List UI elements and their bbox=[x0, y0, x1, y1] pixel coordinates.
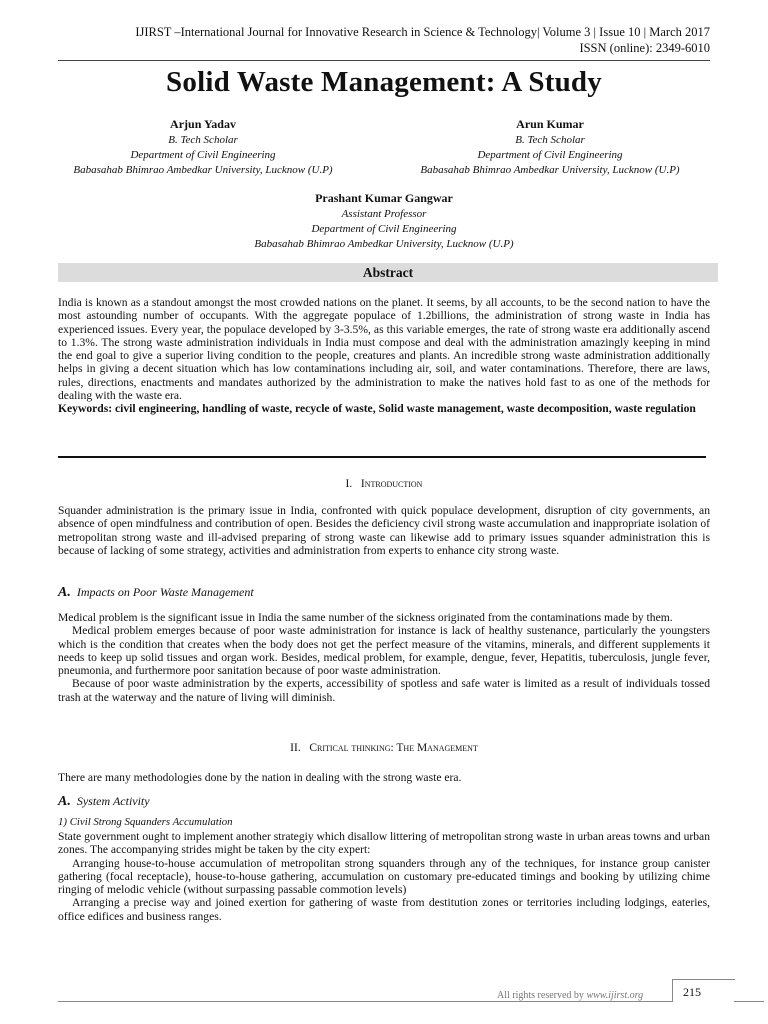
subsubsection-heading-accumulation bbox=[58, 816, 233, 828]
accumulation-paragraph-2: Arranging house-to-house accumulation of metropolitan strong squanders through any of the techniques, for instance group canister gathering (focal receptacle), house-to-house gathering, accumulation on customary pre-educated timings and booking by utilizing chime ringing of melodic vehicle (without surpassing passable commotion levels) bbox=[58, 856, 710, 897]
introduction-paragraph: Squander administration is the primary issue in India, confronted with quick populace development, disruption of city governments, an absence of open mindfulness and contribution of open. Besides the deficiency civil strong waste accumulation and inappropriate isolation of metropolitan strong waste and ill-advised preparing of strong waste can likewise add to primary issues squander administration this is because of lacking of some strategy, activities and administration from experts to enhance city strong waste. bbox=[58, 504, 710, 557]
abstract-keywords: Keywords: civil engineering, handling of waste, recycle of waste, Solid waste management, waste decomposition, waste regulation bbox=[58, 402, 696, 416]
footer-rule bbox=[58, 1001, 672, 1002]
section-number: II. bbox=[290, 742, 301, 754]
subsection-heading-impacts bbox=[58, 585, 254, 601]
critical-thinking-paragraph: There are many methodologies done by the nation in dealing with the strong waste era. bbox=[58, 771, 462, 784]
abstract-divider bbox=[58, 456, 706, 458]
author-name: Arjun Yadav bbox=[170, 117, 236, 131]
accumulation-body bbox=[58, 830, 710, 923]
footer-rights bbox=[497, 990, 643, 1001]
author-block-2 bbox=[398, 116, 702, 178]
abstract-body bbox=[58, 296, 710, 416]
subsection-title: System Activity bbox=[76, 794, 150, 808]
author-role: B. Tech Scholar bbox=[168, 134, 238, 146]
footer-url-link[interactable]: www.ijirst.org bbox=[586, 990, 644, 1001]
author-univ: Babasahab Bhimrao Ambedkar University, Lucknow (U.P) bbox=[254, 238, 514, 250]
abstract-text: India is known as a standout amongst the most crowded nations on the planet. It seems, by all accounts, to be the second nation to have the most astounding number of occupants. With the aggregate populace of 1.2billions, the administration of strong waste in India has experienced issues. Every year, the populace developed by 3-3.5%, as this variable emerges, the rate of strong waste era additionally ascend to 1.3%. The strong waste administration individuals in India must compose and deal with the administration amazingly keeping in mind the end goal to give a superior living condition to the people, creatures and plants. An incredible strong waste administration additionally helps in giving a decent situation which has low contaminations including air, soil, and water contaminations. Therefore, there are laws, rules, directions, enactments and mandates authorized by the administration to make the natives hold fast to as one of the methods for dealing with the waste era. bbox=[58, 296, 710, 403]
impacts-body bbox=[58, 611, 710, 704]
introduction-body bbox=[58, 504, 710, 557]
paper-title: Solid Waste Management: A Study bbox=[166, 66, 602, 98]
critical-thinking-body bbox=[58, 771, 710, 784]
journal-header bbox=[135, 24, 710, 56]
footer-rights-label: All rights reserved by bbox=[497, 990, 587, 1001]
author-role: B. Tech Scholar bbox=[515, 134, 585, 146]
subsection-letter: A. bbox=[58, 794, 71, 809]
accumulation-paragraph-1: State government ought to implement another strategiy which disallow littering of metropolitan strong waste in urban areas towns and urban zones. The accompanying strides might be taken by the city expert: bbox=[58, 830, 710, 857]
section-heading-introduction bbox=[0, 478, 768, 490]
impacts-paragraph-2: Medical problem emerges because of poor waste administration for instance is lack of healthy sustenance, particularly the youngsters which is the condition that creates when the body does not get the perfect measure of the vitamins, minerals, and different supplements it needs to keep up solid tissues and organ work. Besides, medical problem, for example, dengue, fever, Hepatitis, tuberculosis, jungle fever, pneumonia, and furthermore poor sanitation because of poor waste administration. bbox=[58, 624, 710, 678]
subsection-title: Impacts on Poor Waste Management bbox=[76, 585, 254, 599]
author-block-1 bbox=[58, 116, 348, 178]
section-title: Critical thinking: The Management bbox=[309, 742, 478, 754]
page-number: 215 bbox=[683, 985, 701, 999]
subsection-heading-system-activity bbox=[58, 794, 150, 810]
abstract-heading: Abstract bbox=[58, 263, 718, 282]
author-block-3 bbox=[184, 190, 584, 252]
author-role: Assistant Professor bbox=[341, 208, 427, 220]
header-rule bbox=[58, 60, 710, 61]
author-name: Prashant Kumar Gangwar bbox=[315, 191, 453, 205]
author-univ: Babasahab Bhimrao Ambedkar University, Lucknow (U.P) bbox=[73, 164, 333, 176]
subsection-letter: A. bbox=[58, 585, 71, 600]
author-name: Arun Kumar bbox=[516, 117, 584, 131]
journal-header-issn: ISSN (online): 2349-6010 bbox=[579, 41, 710, 55]
page-number-box-tail bbox=[734, 1001, 764, 1002]
subsubsection-title: Civil Strong Squanders Accumulation bbox=[69, 816, 233, 828]
author-univ: Babasahab Bhimrao Ambedkar University, Lucknow (U.P) bbox=[420, 164, 680, 176]
impacts-paragraph-3: Because of poor waste administration by the experts, accessibility of spotless and safe water is limited as a result of individuals tossed trash at the waterway and the nature of living will diminish. bbox=[58, 677, 710, 704]
author-dept: Department of Civil Engineering bbox=[311, 223, 457, 235]
author-dept: Department of Civil Engineering bbox=[130, 149, 276, 161]
author-dept: Department of Civil Engineering bbox=[477, 149, 623, 161]
subsubsection-number: 1) bbox=[58, 816, 67, 828]
page-number-box bbox=[672, 979, 735, 1002]
impacts-paragraph-1: Medical problem is the significant issue in India the same number of the sickness originated from the contaminations made by them. bbox=[58, 611, 673, 624]
section-number: I. bbox=[345, 478, 353, 490]
section-title: Introduction bbox=[360, 478, 423, 490]
journal-header-line1: IJIRST –International Journal for Innovative Research in Science & Technology| Volume 3 | Issue 10 | March 2017 bbox=[135, 25, 710, 39]
accumulation-paragraph-3: Arranging a precise way and joined exertion for gathering of waste from destitution zones or territories including lodgings, eateries, office edifices and business ranges. bbox=[58, 896, 710, 923]
section-heading-critical-thinking bbox=[0, 742, 768, 754]
